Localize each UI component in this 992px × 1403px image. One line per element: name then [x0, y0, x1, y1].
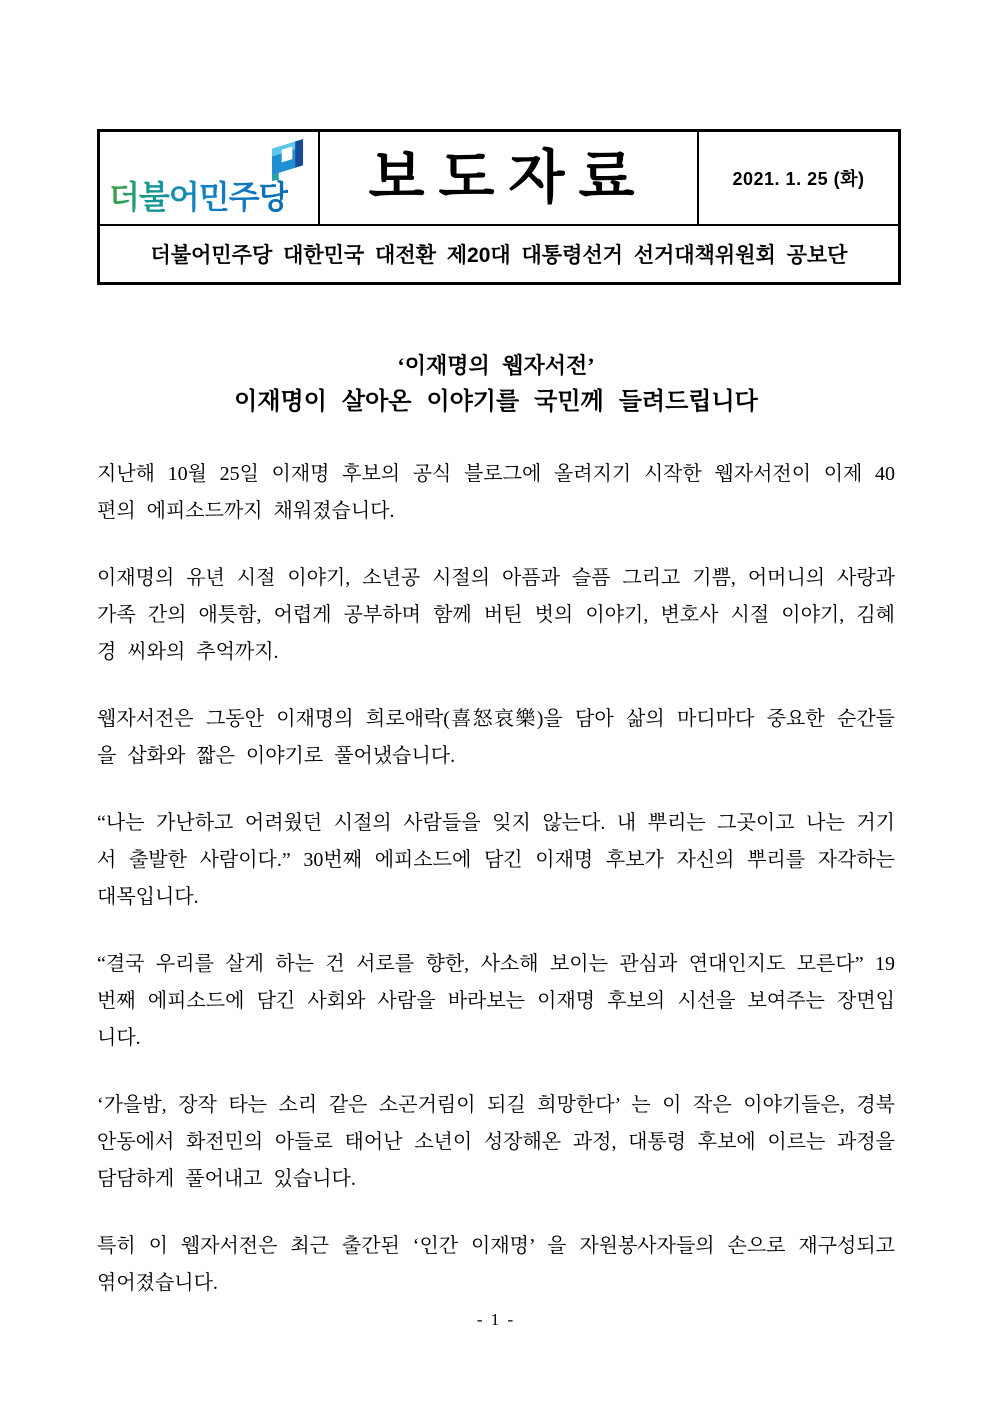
date-cell	[698, 131, 900, 226]
press-release-title: 보도자료	[368, 145, 649, 210]
document-title-block	[97, 347, 895, 421]
page-content	[97, 129, 895, 1302]
press-release-subtitle: 더불어민주당 대한민국 대전환 제20대 대통령선거 선거대책위원회 공보단	[150, 244, 848, 267]
document-body	[97, 456, 895, 1302]
press-release-date: 2021. 1. 25 (화)	[732, 169, 865, 189]
body-paragraph: 지난해 10월 25일 이재명 후보의 공식 블로그에 올려지기 시작한 웹자서전이 이제 40편의 에피소드까지 채워졌습니다.	[97, 463, 895, 522]
body-paragraph: “결국 우리를 살게 하는 건 서로를 향한, 사소해 보이는 관심과 연대인지도 모른다” 19번째 에피소드에 담긴 사회와 사람을 바라보는 이재명 후보의 시선을 보여주는 장면입니다.	[97, 953, 895, 1049]
body-paragraph: 특히 이 웹자서전은 최근 출간된 ‘인간 이재명’ 을 자원봉사자들의 손으로 재구성되고 엮어졌습니다.	[97, 1235, 895, 1294]
party-logo-wordmark: 더불어민주당	[109, 172, 288, 218]
body-paragraph: “나는 가난하고 어려웠던 시절의 사람들을 잊지 않는다. 내 뿌리는 그곳이고 나는 거기서 출발한 사람이다.” 30번째 에피소드에 담긴 이재명 후보가 자신의 뿌리를 자각하는 대목입니다.	[97, 812, 895, 908]
subtitle-cell	[99, 225, 900, 284]
press-title-cell	[319, 131, 698, 226]
document-title-line2: 이재명이 살아온 이야기를 국민께 들려드립니다	[234, 389, 758, 415]
body-paragraph: 웹자서전은 그동안 이재명의 희로애락(喜怒哀樂)을 담아 삶의 마디마다 중요한 순간들을 삽화와 짧은 이야기로 풀어냈습니다.	[97, 708, 895, 767]
body-paragraph: ‘가을밤, 장작 타는 소리 같은 소곤거림이 되길 희망한다’ 는 이 작은 이야기들은, 경북 안동에서 화전민의 아들로 태어난 소년이 성장해온 과정, 대통령 후보에 이르는 과정을 담담하게 풀어내고 있습니다.	[97, 1094, 895, 1190]
body-paragraph: 이재명의 유년 시절 이야기, 소년공 시절의 아픔과 슬픔 그리고 기쁨, 어머니의 사랑과 가족 간의 애틋함, 어렵게 공부하며 함께 버틴 벗의 이야기, 변호사 시절 이야기, 김혜경 씨와의 추억까지.	[97, 567, 895, 663]
party-logo-cell	[99, 131, 320, 226]
document-title-line1: ‘이재명의 웹자서전’	[397, 353, 595, 378]
press-release-header-table	[97, 129, 901, 285]
page-number: - 1 -	[476, 1310, 516, 1329]
